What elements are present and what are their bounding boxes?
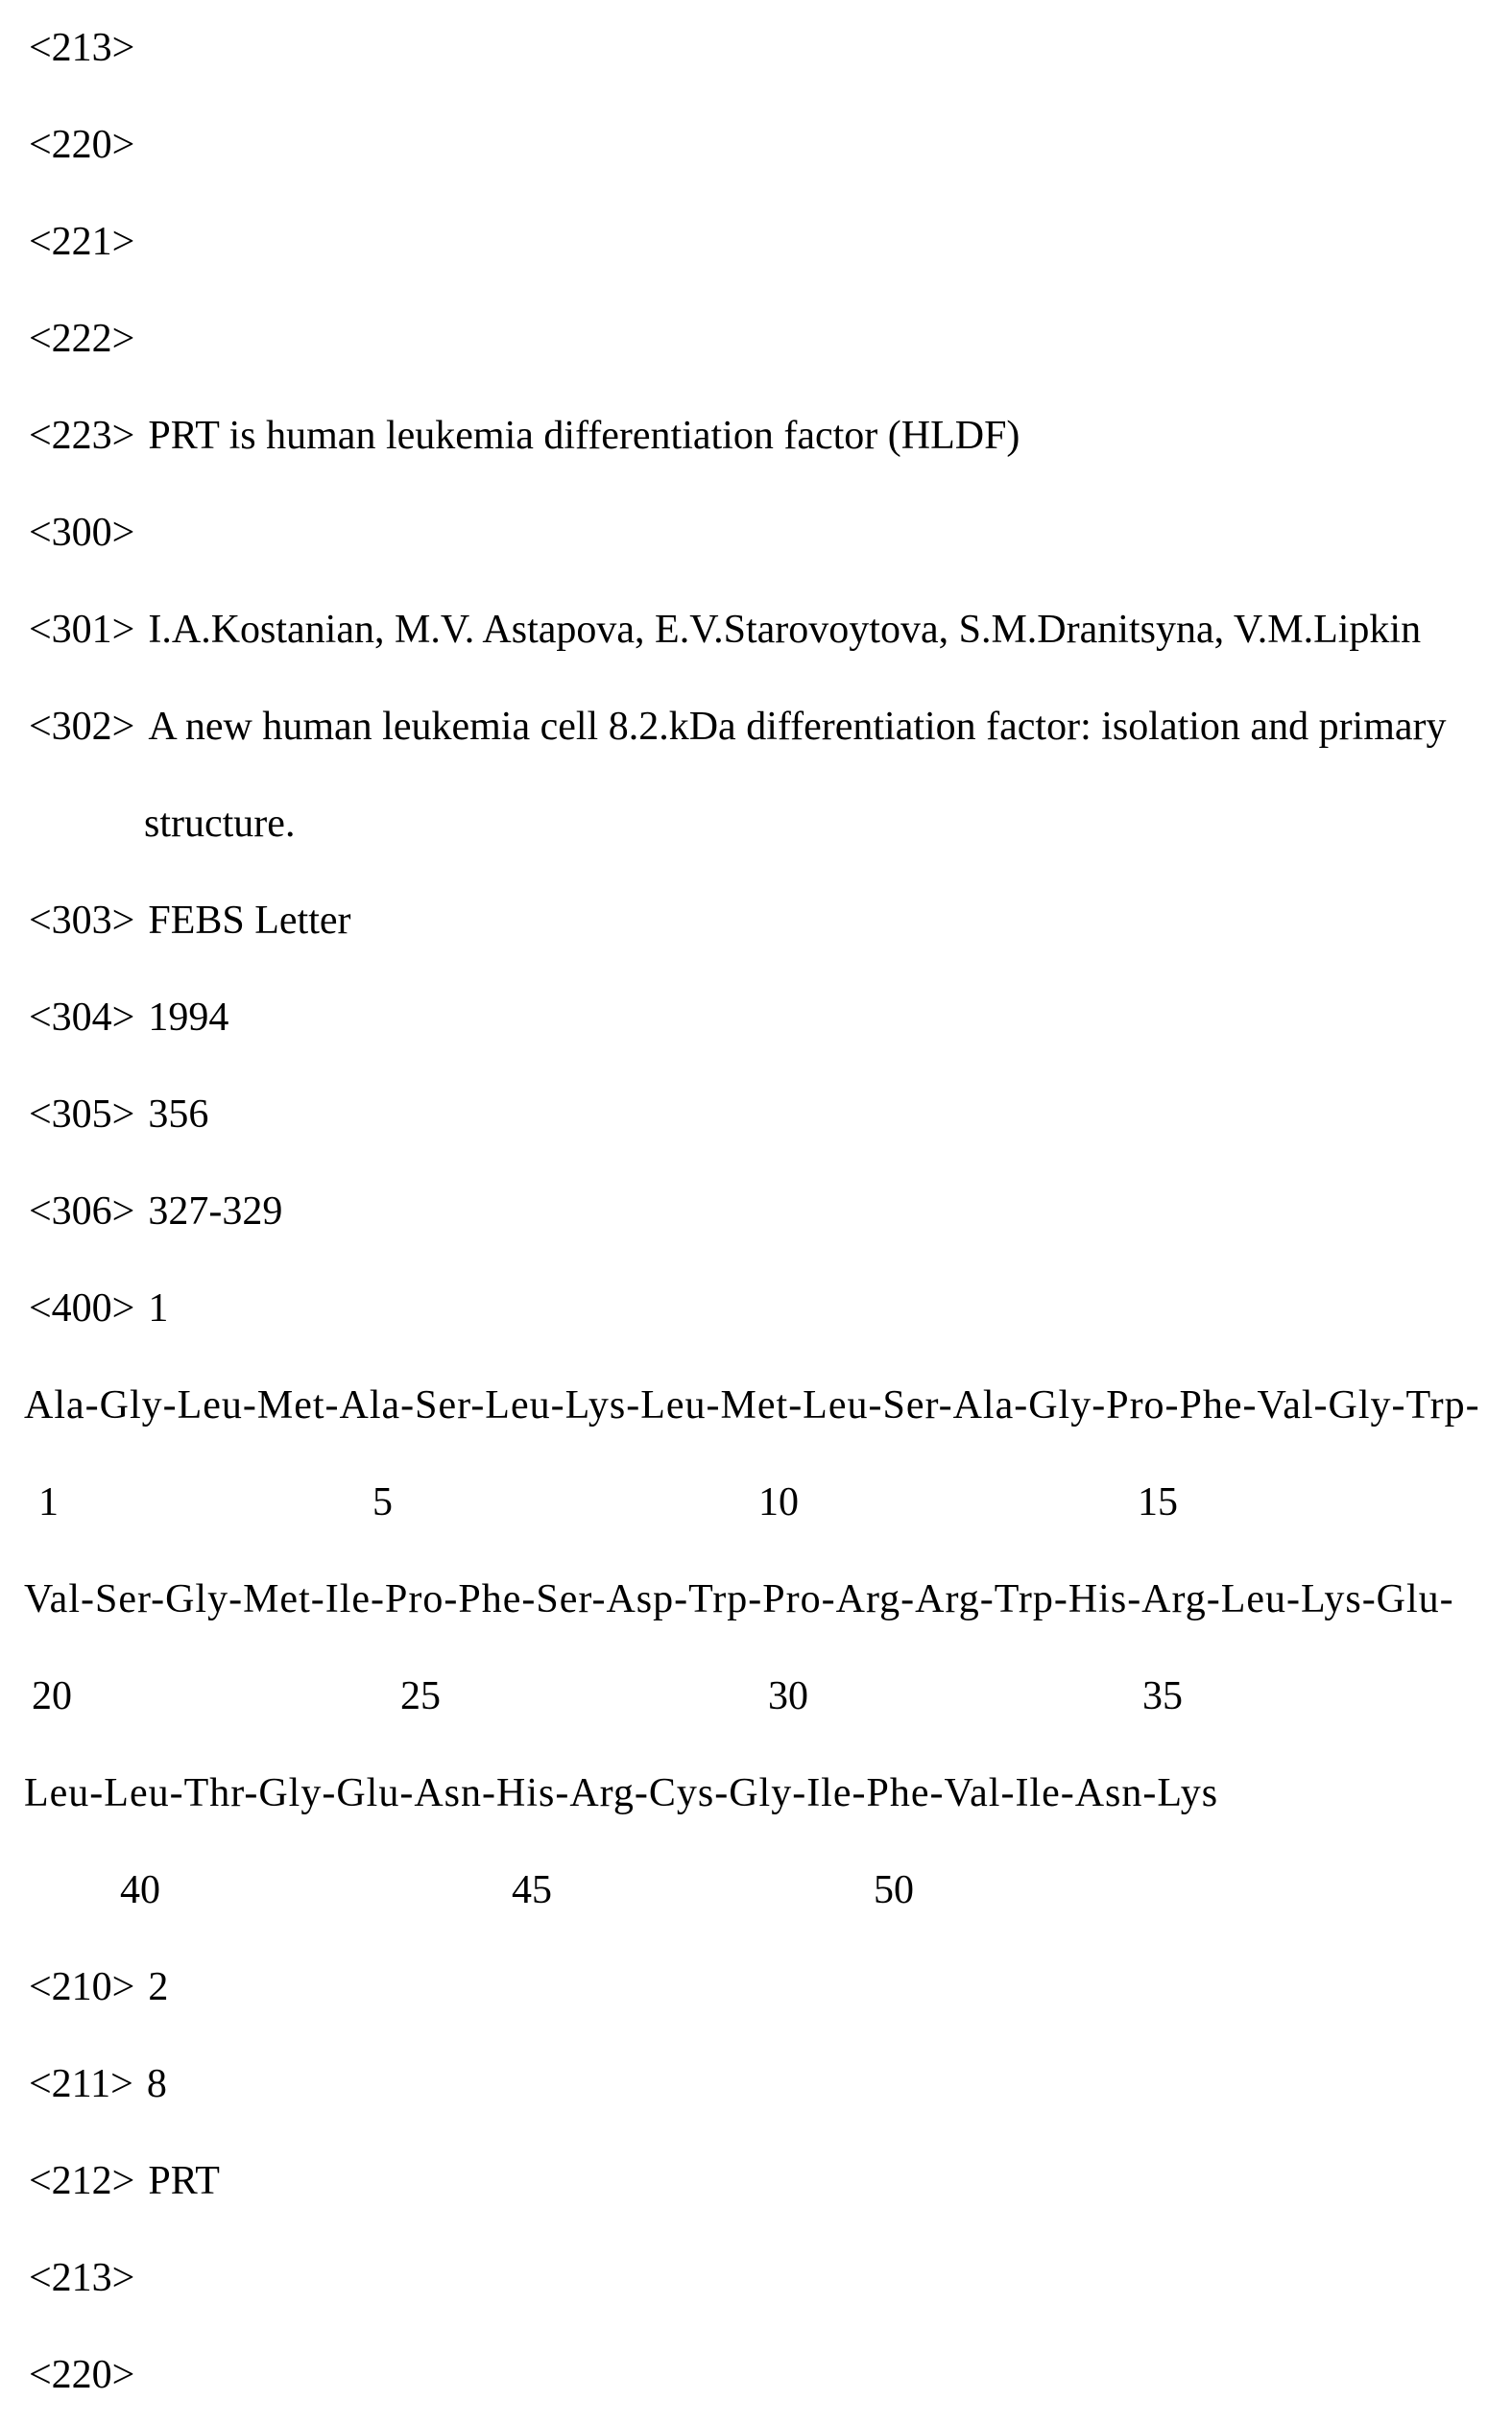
- tag-code: <221>: [29, 220, 135, 264]
- tag-line: [0, 0, 1512, 97]
- tag-code: <303>: [29, 899, 135, 943]
- sequence-line: Leu-Leu-Thr-Gly-Glu-Asn-His-Arg-Cys-Gly-Ile-Phe-Val-Ile-Asn-Lys: [24, 1771, 1219, 1815]
- tag-value: 327-329: [148, 1189, 283, 1234]
- tag-code: <220>: [29, 2353, 135, 2397]
- tag-code: <220>: [29, 123, 135, 167]
- residue-number: 45: [512, 1868, 552, 1912]
- tag-line: [0, 1260, 1512, 1357]
- residue-number: 30: [768, 1674, 808, 1718]
- residue-ruler-line: [0, 1842, 1512, 1939]
- sequence-line: Val-Ser-Gly-Met-Ile-Pro-Phe-Ser-Asp-Trp-Pro-Arg-Arg-Trp-His-Arg-Leu-Lys-Glu-: [24, 1577, 1454, 1621]
- tag-value: 1994: [148, 996, 229, 1040]
- wrapped-text-line: structure.: [144, 802, 296, 846]
- residue-number: 25: [400, 1674, 441, 1718]
- tag-line: [0, 291, 1512, 388]
- tag-value: 2: [148, 1965, 169, 2009]
- tag-line: [0, 1164, 1512, 1260]
- residue-number: 20: [32, 1674, 72, 1718]
- tag-line: [0, 2036, 1512, 2133]
- residue-number: 50: [874, 1868, 914, 1912]
- tag-line: [0, 97, 1512, 194]
- tag-line: [0, 388, 1512, 485]
- residue-ruler-line: [0, 1454, 1512, 1551]
- residue-number: 1: [38, 1480, 59, 1524]
- tag-code: <304>: [29, 996, 135, 1040]
- tag-code: <300>: [29, 511, 135, 555]
- tag-line: [0, 1939, 1512, 2036]
- tag-line: [0, 679, 1512, 776]
- tag-code: <223>: [29, 414, 135, 458]
- tag-line: [0, 873, 1512, 970]
- tag-line: [0, 194, 1512, 291]
- tag-code: <400>: [29, 1286, 135, 1331]
- tag-line: [0, 485, 1512, 582]
- tag-line: [0, 2133, 1512, 2230]
- residue-number: 5: [372, 1480, 393, 1524]
- tag-line: [0, 2327, 1512, 2424]
- tag-line: [0, 2230, 1512, 2327]
- tag-code: <213>: [29, 26, 135, 70]
- tag-value: 356: [148, 1092, 209, 1137]
- residue-number: 40: [120, 1868, 160, 1912]
- tag-code: <302>: [29, 705, 135, 749]
- tag-code: <210>: [29, 1965, 135, 2009]
- tag-code: <306>: [29, 1189, 135, 1234]
- tag-value: I.A.Kostanian, M.V. Astapova, E.V.Starovoytova, S.M.Dranitsyna, V.M.Lipkin: [148, 608, 1422, 652]
- tag-value: PRT: [148, 2159, 220, 2203]
- tag-code: <212>: [29, 2159, 135, 2203]
- sequence-line: Ala-Gly-Leu-Met-Ala-Ser-Leu-Lys-Leu-Met-Leu-Ser-Ala-Gly-Pro-Phe-Val-Gly-Trp-: [24, 1383, 1480, 1428]
- tag-value: 8: [146, 2062, 167, 2106]
- tag-line: [0, 970, 1512, 1067]
- tag-line: [0, 582, 1512, 679]
- residue-ruler-line: [0, 1648, 1512, 1745]
- tag-code: <222>: [29, 317, 135, 361]
- residue-number: 35: [1142, 1674, 1183, 1718]
- residue-number: 15: [1138, 1480, 1178, 1524]
- tag-code: <305>: [29, 1092, 135, 1137]
- tag-value: FEBS Letter: [148, 899, 351, 943]
- tag-line: [0, 1067, 1512, 1164]
- tag-code: <211>: [29, 2062, 133, 2106]
- tag-value: 1: [148, 1286, 169, 1331]
- tag-value: A new human leukemia cell 8.2.kDa differentiation factor: isolation and primary: [148, 705, 1447, 749]
- tag-value: PRT is human leukemia differentiation factor (HLDF): [148, 414, 1020, 458]
- tag-code: <213>: [29, 2256, 135, 2300]
- tag-code: <301>: [29, 608, 135, 652]
- residue-number: 10: [758, 1480, 799, 1524]
